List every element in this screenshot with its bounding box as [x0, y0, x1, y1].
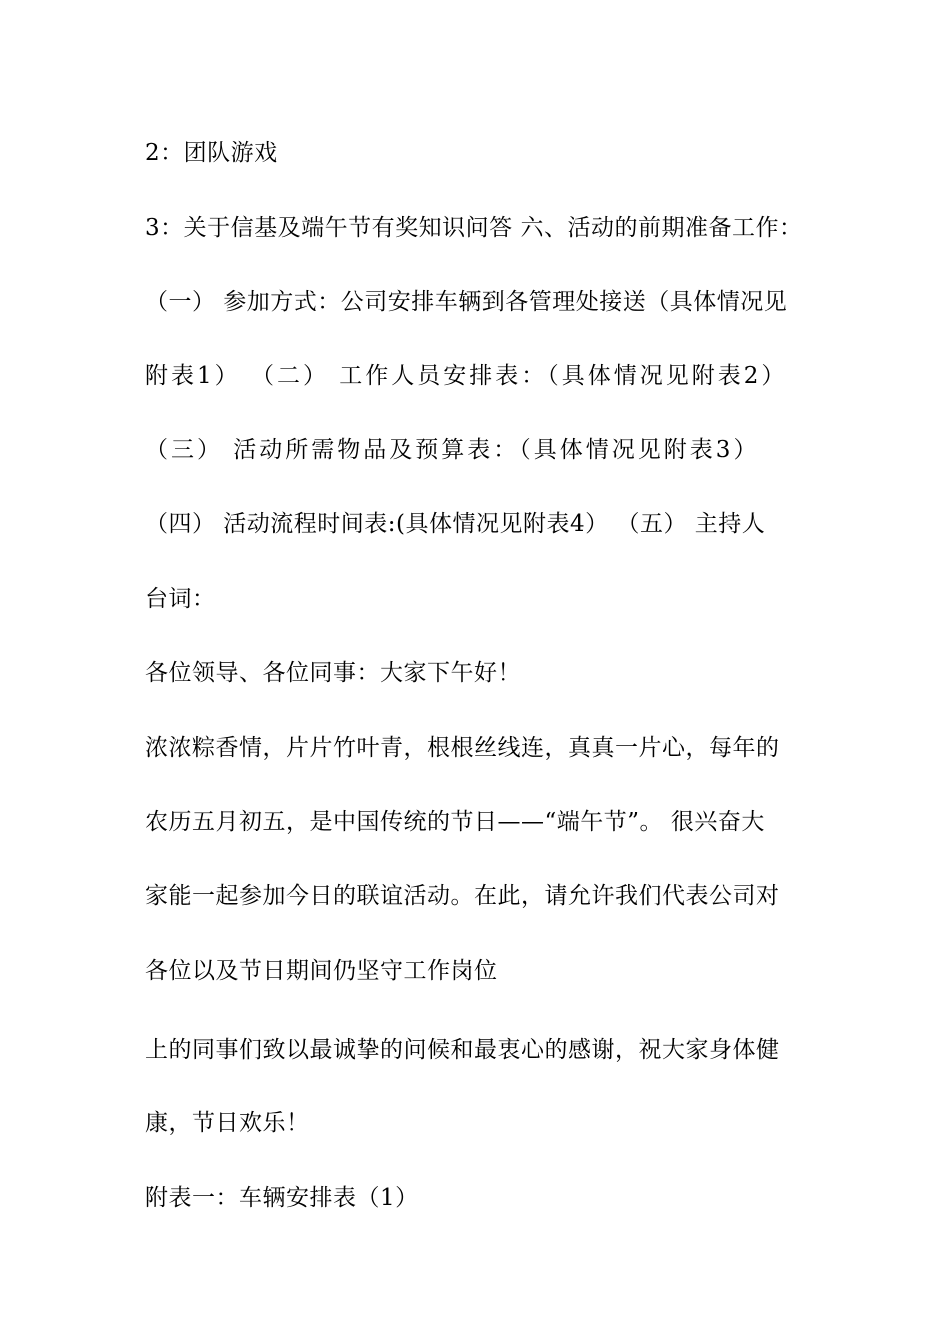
text-line-12: 各位以及节日期间仍坚守工作岗位	[145, 958, 498, 984]
text-line-1: 2：团队游戏	[145, 140, 278, 166]
text-line-8: 各位领导、各位同事：大家下午好！	[145, 660, 521, 686]
text-line-11: 家能一起参加今日的联谊活动。在此，请允许我们代表公司对	[145, 883, 780, 909]
text-line-13: 上的同事们致以最诚挚的问候和最衷心的感谢，祝大家身体健	[145, 1037, 780, 1063]
text-line-14: 康，节日欢乐！	[145, 1110, 310, 1136]
text-line-6: （四） 活动流程时间表:(具体情况见附表4） （五） 主持人	[145, 511, 766, 537]
text-line-15: 附表一：车辆安排表（1）	[145, 1185, 419, 1211]
text-line-2: 3：关于信基及端午节有奖知识问答 六、活动的前期准备工作：	[145, 215, 803, 241]
text-line-3: （一） 参加方式：公司安排车辆到各管理处接送（具体情况见	[145, 289, 788, 315]
text-line-7: 台词：	[145, 586, 216, 612]
text-line-5: （三） 活动所需物品及预算表：（具体情况见附表3）	[145, 437, 760, 463]
text-line-9: 浓浓粽香情，片片竹叶青，根根丝线连，真真一片心，每年的	[145, 735, 780, 761]
text-line-10: 农历五月初五，是中国传统的节日——“端午节”。 很兴奋大	[145, 809, 765, 835]
text-line-4: 附表1） （二） 工作人员安排表：（具体情况见附表2）	[145, 363, 788, 389]
